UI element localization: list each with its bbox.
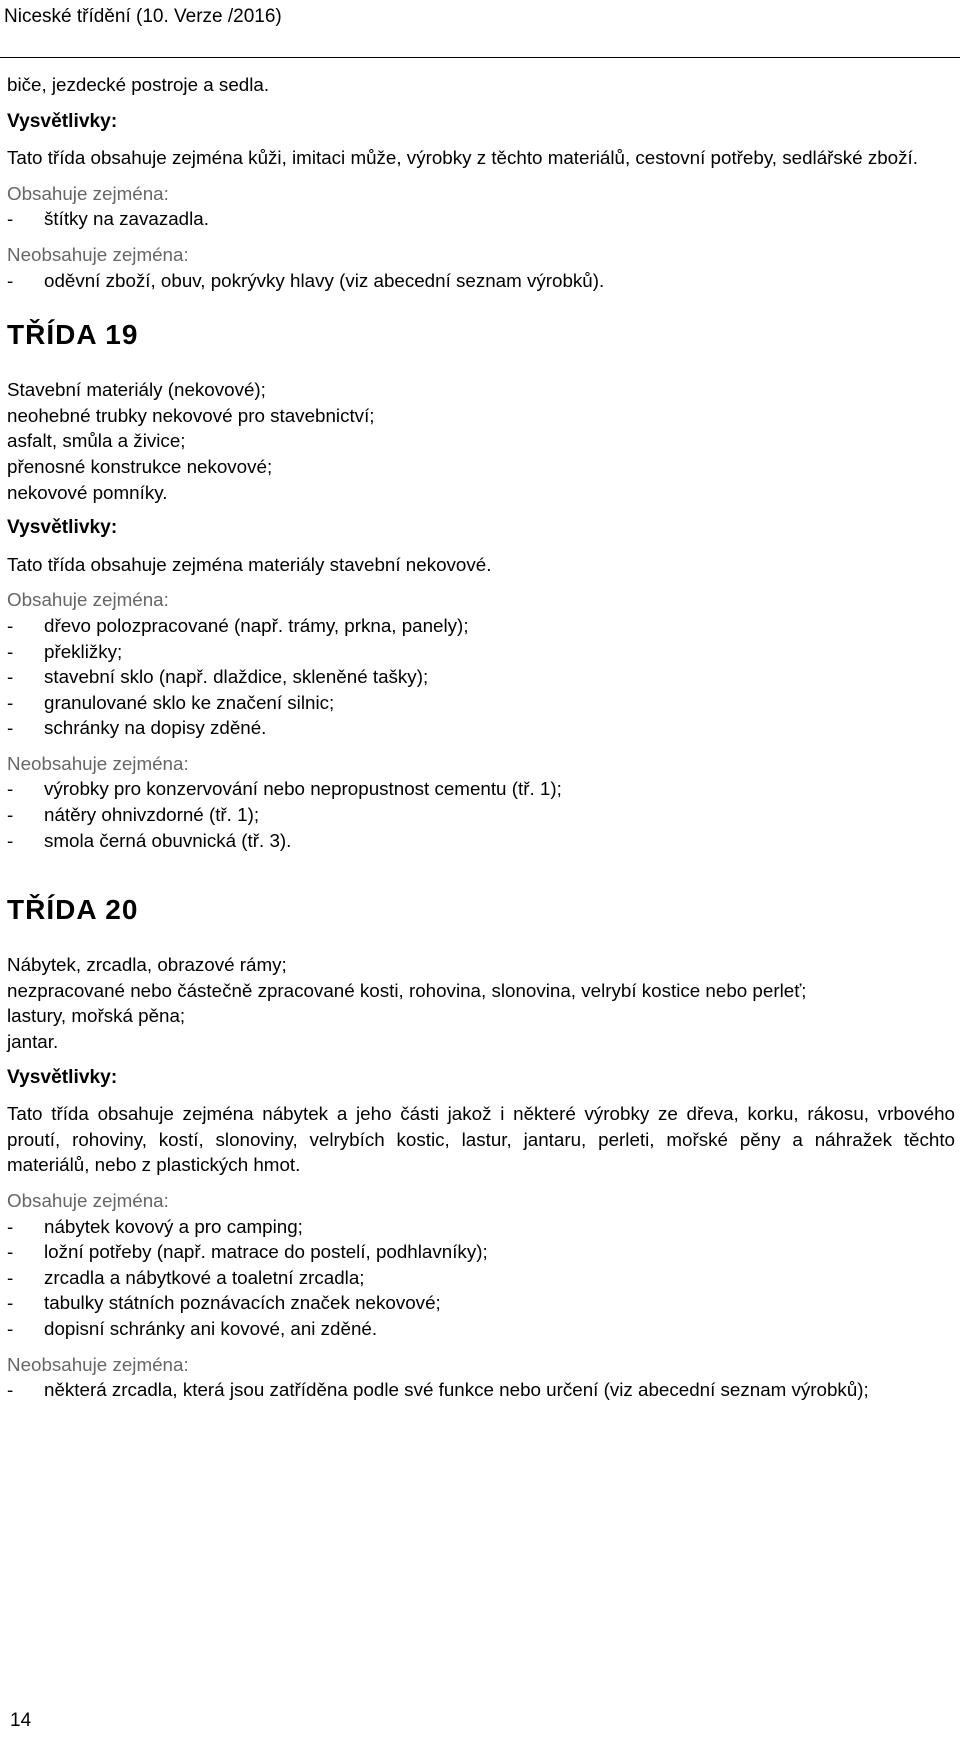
notes-label: Vysvětlivky: [7,517,118,539]
list-item: - štítky na zavazadla. [7,206,955,232]
list-item: - zrcadla a nábytkové a toaletní zrcadla; [7,1265,955,1291]
includes-list [7,1214,955,1342]
notes-text: Tato třída obsahuje zejména materiály stavební nekovové. [7,553,492,575]
excludes-list [7,1377,955,1403]
notes-text: Tato třída obsahuje zejména nábytek a jeho části jakož i některé výrobky ze dřeva, korku, rákosu, vrbového proutí, rohoviny, kostí, slonoviny, velrybích kostic, lastur, jantaru, perleti, mořské pěny a náhražek těchto materiálů, nebo z plastických hmot. [7,1103,955,1176]
class-20-heading: TŘÍDA 20 [7,894,139,926]
continuation-line: biče, jezdecké postroje a sedla. [7,74,270,95]
excludes-label: Neobsahuje zejména: [7,1353,189,1375]
excludes-label: Neobsahuje zejména: [7,752,189,774]
list-item: - stavební sklo (např. dlaždice, skleněné tašky); [7,664,955,690]
list-item: - smola černá obuvnická (tř. 3). [7,828,955,854]
list-item: - tabulky státních poznávacích značek nekovové; [7,1290,955,1316]
page-content [7,72,955,1403]
class-19-title [7,377,955,505]
page-number: 14 [10,1710,32,1731]
list-item: - dopisní schránky ani kovové, ani zděné. [7,1316,955,1342]
title-line: Stavební materiály (nekovové); [7,379,266,401]
class-20-title [7,952,955,1054]
document-title: Niceské třídění (10. Verze /2016) [4,6,282,27]
title-line: jantar. [7,1031,59,1053]
excludes-list [7,268,955,294]
notes-text: Tato třída obsahuje zejména kůži, imitaci může, výrobky z těchto materiálů, cestovní potřeby, sedlářské zboží. [7,147,918,169]
list-item: - ložní potřeby (např. matrace do postelí, podhlavníky); [7,1239,955,1265]
title-line: Nábytek, zrcadla, obrazové rámy; [7,954,287,976]
title-line: přenosné konstrukce nekovové; [7,455,273,477]
list-item: - některá zrcadla, která jsou zatříděna podle své funkce nebo určení (viz abecední seznam výrobků); [7,1377,955,1403]
page-header [0,0,960,58]
title-line: neohebné trubky nekovové pro stavebnictví; [7,404,375,426]
list-item: - překližky; [7,639,955,665]
list-item: - oděvní zboží, obuv, pokrývky hlavy (viz abecední seznam výrobků). [7,268,955,294]
list-item: - nátěry ohnivzdorné (tř. 1); [7,802,955,828]
list-item: - dřevo polozpracované (např. trámy, prkna, panely); [7,613,955,639]
includes-label: Obsahuje zejména: [7,589,169,611]
class-19-heading: TŘÍDA 19 [7,319,139,351]
list-item: - nábytek kovový a pro camping; [7,1214,955,1240]
includes-label: Obsahuje zejména: [7,182,169,204]
title-line: asfalt, smůla a živice; [7,430,186,452]
includes-list [7,613,955,741]
excludes-label: Neobsahuje zejména: [7,243,189,265]
includes-list [7,206,955,232]
title-line: nezpracované nebo částečně zpracované kosti, rohovina, slonovina, velrybí kostice nebo perleť; [7,979,807,1001]
includes-label: Obsahuje zejména: [7,1190,169,1211]
list-item: - výrobky pro konzervování nebo nepropustnost cementu (tř. 1); [7,776,955,802]
notes-label: Vysvětlivky: [7,1066,118,1088]
title-line: lastury, mořská pěna; [7,1005,186,1027]
excludes-list [7,776,955,853]
notes-label: Vysvětlivky: [7,110,118,132]
list-item: - schránky na dopisy zděné. [7,715,955,741]
title-line: nekovové pomníky. [7,481,168,503]
list-item: - granulované sklo ke značení silnic; [7,690,955,716]
